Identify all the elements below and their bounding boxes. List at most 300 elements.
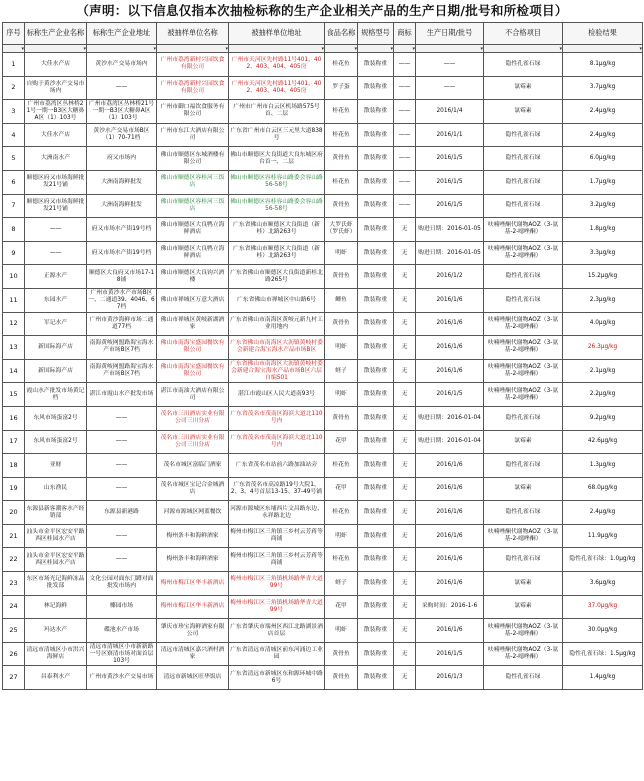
cell-producer-name: 玛达水产 [25, 619, 87, 643]
cell-spec: 散装称重 [358, 312, 394, 336]
cell-food-name: 桂花鱼 [325, 100, 358, 124]
cell-spec: 散装称重 [358, 359, 394, 383]
filter-dropdown-icon[interactable]: ▾ [416, 45, 484, 53]
cell-date: —— [416, 76, 484, 100]
cell-sampled-unit: 清远市清城区嘉兴酒村酒家 [157, 642, 229, 666]
cell-producer-name: 大佳水产店 [25, 53, 87, 77]
cell-spec: 散装称重 [358, 430, 394, 454]
table-row [3, 288, 643, 312]
cell-seq: 3 [3, 100, 25, 124]
filter-row [3, 45, 643, 53]
table-row [3, 312, 643, 336]
cell-date: 2016/1/6 [416, 524, 484, 548]
cell-brand: 无 [394, 312, 416, 336]
cell-sampled-unit: 广州市御口福饮食服务有限公司 [157, 100, 229, 124]
cell-date: 2016/1/5 [416, 147, 484, 171]
cell-result: 1.8μg/kg [563, 218, 643, 242]
cell-food-name: 桂花鱼 [325, 501, 358, 525]
cell-sampled-address: 广东省佛山市南海区大沥镇黄岐村委会新建合海宝海水产品市场B区六层自编501 [229, 359, 325, 383]
cell-food-name: 黄骨鱼 [325, 666, 358, 690]
cell-seq: 2 [3, 76, 25, 100]
cell-failed-item: 隐性孔雀石绿 [484, 53, 563, 77]
header-col-sampled-unit: 被抽样单位名称 [157, 23, 229, 45]
cell-date: 2016/1/5 [416, 170, 484, 194]
cell-result: 68.0μg/kg [563, 477, 643, 501]
cell-producer-name: 昌泰利水产 [25, 666, 87, 690]
cell-sampled-unit: 佛山市顺德区大良鸭立海鲜酒店 [157, 241, 229, 265]
cell-food-name: 花甲 [325, 477, 358, 501]
cell-sampled-address: 广东省佛山市南海区黄岐元新九村工业用地内 [229, 312, 325, 336]
header-col-seq: 序号 [3, 23, 25, 45]
cell-spec: 散装称重 [358, 76, 394, 100]
cell-brand: —— [394, 147, 416, 171]
cell-spec: 散装称重 [358, 642, 394, 666]
cell-producer-address: 黄沙水产交易市场B区（1）70-71档 [87, 123, 157, 147]
cell-sampled-unit: 肇庆市珍宝海鲜酒家有限公司 [157, 619, 229, 643]
cell-producer-name: 自购于黄沙水产交易市场内 [25, 76, 87, 100]
cell-sampled-address: 梅州市梅江区三角镇机场路华青大道99号 [229, 595, 325, 619]
cell-failed-item: 隐性孔雀石绿 [484, 548, 563, 572]
cell-result: 2.4μg/kg [563, 501, 643, 525]
cell-producer-name: 清远市清城区小市洪兴海鲜店 [25, 642, 87, 666]
cell-date: 2016/1/6 [416, 288, 484, 312]
cell-spec: 散装称重 [358, 53, 394, 77]
header-col-brand: 商标 [394, 23, 416, 45]
cell-date: 采购时间：2016-1-6 [416, 595, 484, 619]
cell-sampled-address: 佛山市顺德区容桂容山路委会容山路56-58号 [229, 194, 325, 218]
cell-sampled-unit: 佛山市顺德区大良鸭立海鲜酒店 [157, 218, 229, 242]
cell-producer-name: 顺德区府又市场海鲜批发21号铺 [25, 170, 87, 194]
cell-food-name: 大罗氏虾（罗氏虾） [325, 218, 358, 242]
header-col-sampled-address: 被抽样单位地址 [229, 23, 325, 45]
cell-brand: 无 [394, 359, 416, 383]
cell-result: 3.3μg/kg [563, 241, 643, 265]
cell-date: 2016/1/6 [416, 359, 484, 383]
table-row [3, 524, 643, 548]
cell-producer-address: 府又市场水产街19号档 [87, 218, 157, 242]
filter-dropdown-icon[interactable]: ▾ [394, 45, 416, 53]
cell-producer-address: —— [87, 524, 157, 548]
cell-producer-address: 东源县新港路 [87, 501, 157, 525]
cell-date: 购进日期：2016-01-05 [416, 218, 484, 242]
cell-result: 6.0μg/kg [563, 147, 643, 171]
cell-sampled-unit: 梅州市梅江区华丰新酒店 [157, 595, 229, 619]
cell-date: 购进日期：2016-01-05 [416, 241, 484, 265]
cell-sampled-unit: 茂名市城区富临门酒家 [157, 454, 229, 478]
cell-result: 37.0μg/kg [563, 595, 643, 619]
filter-dropdown-icon[interactable]: ▾ [87, 45, 157, 53]
cell-seq: 7 [3, 194, 25, 218]
cell-result: 11.9μg/kg [563, 524, 643, 548]
cell-failed-item: 隐性孔雀石绿 [484, 265, 563, 289]
cell-producer-address: 府又市场内 [87, 147, 157, 171]
cell-producer-address: 南海黄岐网盟路海宝海水产市场B区7档 [87, 336, 157, 360]
filter-dropdown-icon[interactable]: ▾ [563, 45, 643, 53]
table-row [3, 265, 643, 289]
cell-seq: 25 [3, 619, 25, 643]
cell-sampled-unit: 梅州市梅江区华丰新酒店 [157, 572, 229, 596]
cell-sampled-unit: 佛山市南海宝盛园餐饮有限公司 [157, 336, 229, 360]
cell-sampled-address: 广东省佛山市顺德区大良街道（新桂）北路263号 [229, 241, 325, 265]
cell-producer-address: 清远市清城区小市新新路一号区寮清市场对面首层103号 [87, 642, 157, 666]
cell-producer-address: —— [87, 76, 157, 100]
cell-failed-item: 呋喃唑酮代谢物AOZ（3-氨基-2-噁唑酮） [484, 524, 563, 548]
cell-seq: 15 [3, 383, 25, 407]
cell-sampled-address: 梅州市梅江区三角镇三乡村云芳蒋等商铺 [229, 524, 325, 548]
cell-seq: 10 [3, 265, 25, 289]
cell-producer-name: —— [25, 218, 87, 242]
filter-dropdown-icon[interactable]: ▾ [25, 45, 87, 53]
cell-failed-item: 呋喃唑酮代谢物AOZ（3-氨基-2-噁唑酮） [484, 312, 563, 336]
cell-producer-name: 新国际海产店 [25, 336, 87, 360]
cell-date: 2016/1/2 [416, 265, 484, 289]
cell-seq: 22 [3, 548, 25, 572]
cell-brand: 无 [394, 406, 416, 430]
cell-seq: 21 [3, 524, 25, 548]
cell-date: 购进日期：2016-01-04 [416, 406, 484, 430]
cell-result: 3.6μg/kg [563, 572, 643, 596]
table-row [3, 123, 643, 147]
cell-producer-address: —— [87, 548, 157, 572]
filter-dropdown-icon[interactable]: ▾ [229, 45, 325, 53]
cell-seq: 24 [3, 595, 25, 619]
cell-food-name: 黄骨鱼 [325, 265, 358, 289]
cell-date: 2016/1/6 [416, 312, 484, 336]
cell-producer-address: —— [87, 454, 157, 478]
table-row [3, 477, 643, 501]
cell-producer-name: 正源水产 [25, 265, 87, 289]
cell-producer-address: —— [87, 406, 157, 430]
cell-failed-item: 呋喃唑酮代谢物AOZ（3-氨基-2-噁唑酮） [484, 642, 563, 666]
cell-brand: —— [394, 53, 416, 77]
cell-date: 2016/1/1 [416, 123, 484, 147]
filter-dropdown-icon[interactable]: ▾ [484, 45, 563, 53]
cell-spec: 散装称重 [358, 501, 394, 525]
table-row [3, 218, 643, 242]
cell-date: 2016/1/6 [416, 454, 484, 478]
inspection-table [2, 22, 643, 690]
cell-failed-item: 呋喃唑酮代谢物AOZ（3-氨基-2-噁唑酮） [484, 218, 563, 242]
cell-sampled-unit: 广州市东江大酒店有限公司 [157, 123, 229, 147]
cell-seq: 9 [3, 241, 25, 265]
cell-food-name: 明虾 [325, 524, 358, 548]
cell-sampled-unit: 广州市荔湾新村兴园饮食有限公司 [157, 76, 229, 100]
cell-sampled-address: 梅州市梅江区三角镇机场路华青大道99号 [229, 572, 325, 596]
cell-sampled-unit: 佛山市顺德区东城酒楼有限公司 [157, 147, 229, 171]
cell-brand: —— [394, 100, 416, 124]
cell-failed-item: 呋喃唑酮代谢物AOZ（3-氨基-2-噁唑酮） [484, 383, 563, 407]
cell-sampled-address: 佛山市顺德区大良街道大良东城区府台首一、二层 [229, 147, 325, 171]
cell-spec: 散装称重 [358, 595, 394, 619]
cell-brand: —— [394, 170, 416, 194]
cell-sampled-address: 河源市源城区东埔西片文昌路东边、永祥路北边 [229, 501, 325, 525]
cell-food-name: 黄骨鱼 [325, 194, 358, 218]
cell-spec: 散装称重 [358, 241, 394, 265]
header-col-producer-name: 标称生产企业名称 [25, 23, 87, 45]
cell-producer-address: 广州市黄沙水产交易市场 [87, 666, 157, 690]
cell-sampled-unit: 佛山市禅城区黄岐新湖酒家 [157, 312, 229, 336]
cell-spec: 散装称重 [358, 194, 394, 218]
cell-spec: 散装称重 [358, 524, 394, 548]
cell-brand: 无 [394, 288, 416, 312]
cell-result: 2.2μg/kg [563, 383, 643, 407]
cell-brand: 无 [394, 524, 416, 548]
cell-failed-item: 氯霉素 [484, 430, 563, 454]
cell-producer-address: —— [87, 477, 157, 501]
cell-result: 2.3μg/kg [563, 288, 643, 312]
cell-producer-address: —— [87, 430, 157, 454]
cell-failed-item: 呋喃唑酮代谢物AOZ（3-氨基-2-噁唑酮） [484, 619, 563, 643]
cell-seq: 12 [3, 312, 25, 336]
table-row [3, 336, 643, 360]
cell-sampled-address: 广东省茂名市高凉路19号大院1、2、3、4号首层13-15、37-49号铺 [229, 477, 325, 501]
cell-producer-name: 顺德区府又市场海鲜批发21号铺 [25, 194, 87, 218]
cell-seq: 26 [3, 642, 25, 666]
cell-spec: 散装称重 [358, 123, 394, 147]
cell-date: 2016/1/5 [416, 194, 484, 218]
cell-sampled-address: 广东省肇庆市端州区西江北路湖景酒店首层 [229, 619, 325, 643]
cell-result: 30.0μg/kg [563, 619, 643, 643]
cell-spec: 散装称重 [358, 454, 394, 478]
cell-producer-name: —— [25, 241, 87, 265]
cell-spec: 散装称重 [358, 406, 394, 430]
cell-brand: 无 [394, 430, 416, 454]
cell-producer-name: 新国际海产店 [25, 359, 87, 383]
filter-dropdown-icon[interactable]: ▾ [325, 45, 358, 53]
cell-seq: 8 [3, 218, 25, 242]
cell-spec: 散装称重 [358, 336, 394, 360]
filter-dropdown-icon[interactable]: ▾ [358, 45, 394, 53]
table-row [3, 170, 643, 194]
cell-spec: 散装称重 [358, 288, 394, 312]
cell-sampled-address: 广东省茂名市茂南区海滨大道北110号内 [229, 430, 325, 454]
header-col-result: 检验结果 [563, 23, 643, 45]
cell-food-name: 花甲 [325, 595, 358, 619]
cell-seq: 4 [3, 123, 25, 147]
cell-spec: 散装称重 [358, 100, 394, 124]
cell-producer-address: 黄沙水产交易市场内 [87, 53, 157, 77]
cell-producer-name: 东风市场蛋富2号 [25, 406, 87, 430]
cell-result: 1.7μg/kg [563, 170, 643, 194]
cell-sampled-unit: 茂名市三川酒店实业有限公司三川分店 [157, 406, 229, 430]
cell-brand: —— [394, 194, 416, 218]
cell-failed-item: 隐性孔雀石绿 [484, 170, 563, 194]
table-row [3, 619, 643, 643]
cell-producer-name: 汕头市金平区宏安平路西区桂园水产店 [25, 524, 87, 548]
table-row [3, 100, 643, 124]
cell-brand: 无 [394, 454, 416, 478]
cell-result: 8.1μg/kg [563, 53, 643, 77]
cell-brand: 无 [394, 265, 416, 289]
cell-spec: 散装称重 [358, 477, 394, 501]
cell-date: 2016/1/6 [416, 477, 484, 501]
cell-result: 26.3μg/kg [563, 336, 643, 360]
cell-sampled-address: 广东省佛山市南海区大沥镇黄岐村委会新建合海宝海水产品市场B区 [229, 336, 325, 360]
cell-sampled-address: 湛江市霞山区人民大道南93号 [229, 383, 325, 407]
table-row [3, 76, 643, 100]
table-body [3, 53, 643, 690]
filter-dropdown-icon[interactable]: ▾ [157, 45, 229, 53]
cell-brand: 无 [394, 218, 416, 242]
cell-producer-address: 大洲南海鲜批发 [87, 170, 157, 194]
cell-result: 隐性孔雀石绿：1.0μg/kg [563, 548, 643, 572]
header-row [3, 23, 643, 45]
cell-food-name: 明虾 [325, 241, 358, 265]
cell-producer-address: 南海黄岐网盟路海宝海水产市场B区7档 [87, 359, 157, 383]
cell-sampled-address: 广州市天河区先村路11号401、402、403、404、405房 [229, 76, 325, 100]
cell-spec: 散装称重 [358, 170, 394, 194]
cell-spec: 散装称重 [358, 147, 394, 171]
cell-result: 2.4μg/kg [563, 123, 643, 147]
table-row [3, 595, 643, 619]
table-row [3, 454, 643, 478]
cell-producer-name: 东园水产 [25, 288, 87, 312]
cell-result: 15.2μg/kg [563, 265, 643, 289]
cell-seq: 20 [3, 501, 25, 525]
cell-date: 2016/1/5 [416, 383, 484, 407]
cell-seq: 27 [3, 666, 25, 690]
cell-failed-item: 呋喃唑酮代谢物AOZ（3-氨基-2-噁唑酮） [484, 241, 563, 265]
cell-spec: 散装称重 [358, 619, 394, 643]
cell-seq: 1 [3, 53, 25, 77]
cell-date: —— [416, 53, 484, 77]
cell-sampled-address: 广东省茂名市茂南区海滨大道北110号内 [229, 406, 325, 430]
cell-seq: 6 [3, 170, 25, 194]
cell-seq: 17 [3, 430, 25, 454]
cell-food-name: 桂花鱼 [325, 170, 358, 194]
cell-producer-name: 霞山水产批发市场黄记档 [25, 383, 87, 407]
cell-date: 2016/1/6 [416, 501, 484, 525]
cell-seq: 18 [3, 454, 25, 478]
cell-date: 2016/1/4 [416, 100, 484, 124]
table-row [3, 194, 643, 218]
cell-sampled-address: 广州市广州市白云区机场路575号首、二层 [229, 100, 325, 124]
cell-sampled-unit: 茂名市三川酒店实业有限公司三川分店 [157, 430, 229, 454]
cell-food-name: 黄骨鱼 [325, 312, 358, 336]
cell-food-name: 黄骨鱼 [325, 642, 358, 666]
cell-failed-item: 氯霉素 [484, 595, 563, 619]
cell-brand: 无 [394, 642, 416, 666]
table-row [3, 406, 643, 430]
cell-brand: 无 [394, 548, 416, 572]
cell-producer-address: 大洲南海鲜批发 [87, 194, 157, 218]
cell-date: 2016/1/6 [416, 548, 484, 572]
cell-producer-name: 林记海鲜 [25, 595, 87, 619]
cell-sampled-unit: 茂名市城区宝记合金城酒店 [157, 477, 229, 501]
table-row [3, 359, 643, 383]
cell-result: 3.2μg/kg [563, 194, 643, 218]
cell-producer-address: 广州市黄沙水产市场B区一、二通道39、4046、67档 [87, 288, 157, 312]
cell-sampled-address: 广东省佛山市顺德区大良街道新桂北路265号 [229, 265, 325, 289]
cell-producer-name: 东区市场光记海鲜冻品批发部 [25, 572, 87, 596]
table-row [3, 572, 643, 596]
cell-failed-item: 隐性孔雀石绿 [484, 454, 563, 478]
cell-sampled-unit: 河源市源城区网蓝餐饮 [157, 501, 229, 525]
cell-producer-name: 山东渔民 [25, 477, 87, 501]
cell-spec: 散装称重 [358, 548, 394, 572]
cell-sampled-unit: 佛山市顺德区容桂河三饭店 [157, 194, 229, 218]
table-row [3, 642, 643, 666]
header-col-date: 生产日期/批号 [416, 23, 484, 45]
cell-failed-item: 隐性孔雀石绿 [484, 288, 563, 312]
header-col-food-name: 食品名称 [325, 23, 358, 45]
cell-result: 42.6μg/kg [563, 430, 643, 454]
page-title: （声明：以下信息仅指本次抽检标称的生产企业相关产品的生产日期/批号和所检项目） [76, 3, 568, 18]
cell-seq: 5 [3, 147, 25, 171]
cell-sampled-address: 广东省佛山市禅城区中山路6号 [229, 288, 325, 312]
cell-seq: 19 [3, 477, 25, 501]
cell-seq: 23 [3, 572, 25, 596]
cell-date: 2016/1/5 [416, 642, 484, 666]
cell-sampled-address: 广东省佛山市顺德区大良街道（新桂）北路263号 [229, 218, 325, 242]
table-row [3, 383, 643, 407]
table-row [3, 53, 643, 77]
cell-seq: 16 [3, 406, 25, 430]
cell-sampled-unit: 湛江市南油大酒店有限公司 [157, 383, 229, 407]
cell-producer-address: 广州市荔湾区丛林桥21号一期一B3区大糖鼻A区（1）103号 [87, 100, 157, 124]
cell-sampled-unit: 佛山市顺德区容桂河三饭店 [157, 170, 229, 194]
filter-dropdown-icon[interactable]: ▾ [3, 45, 25, 53]
cell-brand: 无 [394, 666, 416, 690]
cell-brand: 无 [394, 501, 416, 525]
cell-failed-item: 氯霉素 [484, 572, 563, 596]
cell-sampled-unit: 广州市荔湾新村兴园饮食有限公司 [157, 53, 229, 77]
table-row [3, 501, 643, 525]
cell-failed-item: 隐性孔雀石绿 [484, 194, 563, 218]
cell-sampled-address: 广东省广州市白云区三元里大道838号 [229, 123, 325, 147]
cell-sampled-address: 广东省清远市新城区东和源环城中路6号 [229, 666, 325, 690]
cell-result: 9.2μg/kg [563, 406, 643, 430]
cell-food-name: 桂花鱼 [325, 454, 358, 478]
cell-producer-address: 广州市黄沙海鲜市场二通道77档 [87, 312, 157, 336]
cell-producer-name: 大洲南水产 [25, 147, 87, 171]
table-row [3, 548, 643, 572]
cell-food-name: 花甲 [325, 430, 358, 454]
cell-producer-address: 府又市场水产街19号档 [87, 241, 157, 265]
cell-failed-item: 隐性孔雀石绿 [484, 406, 563, 430]
cell-food-name: 明虾 [325, 383, 358, 407]
cell-failed-item: 呋喃唑酮代谢物AOZ（3-氨基-2-噁唑酮） [484, 359, 563, 383]
cell-result: 隐性孔雀石绿：1.5μg/kg [563, 642, 643, 666]
cell-producer-name: 东源县新客潮客水产经销部 [25, 501, 87, 525]
header-col-producer-address: 标称生产企业地址 [87, 23, 157, 45]
cell-brand: —— [394, 123, 416, 147]
cell-producer-name: 亚财 [25, 454, 87, 478]
cell-failed-item: 隐性孔雀石绿 [484, 147, 563, 171]
table-row [3, 430, 643, 454]
cell-result: 2.1μg/kg [563, 359, 643, 383]
cell-brand: 无 [394, 336, 416, 360]
cell-sampled-address: 广东省清远市清城区前东河涌边工业园 [229, 642, 325, 666]
cell-sampled-unit: 佛山市顺德区大良钧兴酒楼 [157, 265, 229, 289]
header-col-spec: 规格型号 [358, 23, 394, 45]
cell-brand: 无 [394, 477, 416, 501]
cell-food-name: 鲫鱼 [325, 288, 358, 312]
cell-seq: 14 [3, 359, 25, 383]
cell-spec: 散装称重 [358, 572, 394, 596]
cell-failed-item: 隐性孔雀石绿 [484, 666, 563, 690]
cell-seq: 13 [3, 336, 25, 360]
cell-brand: 无 [394, 619, 416, 643]
cell-food-name: 明虾 [325, 336, 358, 360]
cell-sampled-address: 梅州市梅江区三角镇三乡村云芳蒋等商铺 [229, 548, 325, 572]
cell-producer-name: 军记水产 [25, 312, 87, 336]
cell-food-name: 明虾 [325, 619, 358, 643]
cell-food-name: 桂花鱼 [325, 123, 358, 147]
cell-food-name: 桂花鱼 [325, 548, 358, 572]
cell-producer-name: 东风市场蛋富2号 [25, 430, 87, 454]
cell-brand: 无 [394, 383, 416, 407]
